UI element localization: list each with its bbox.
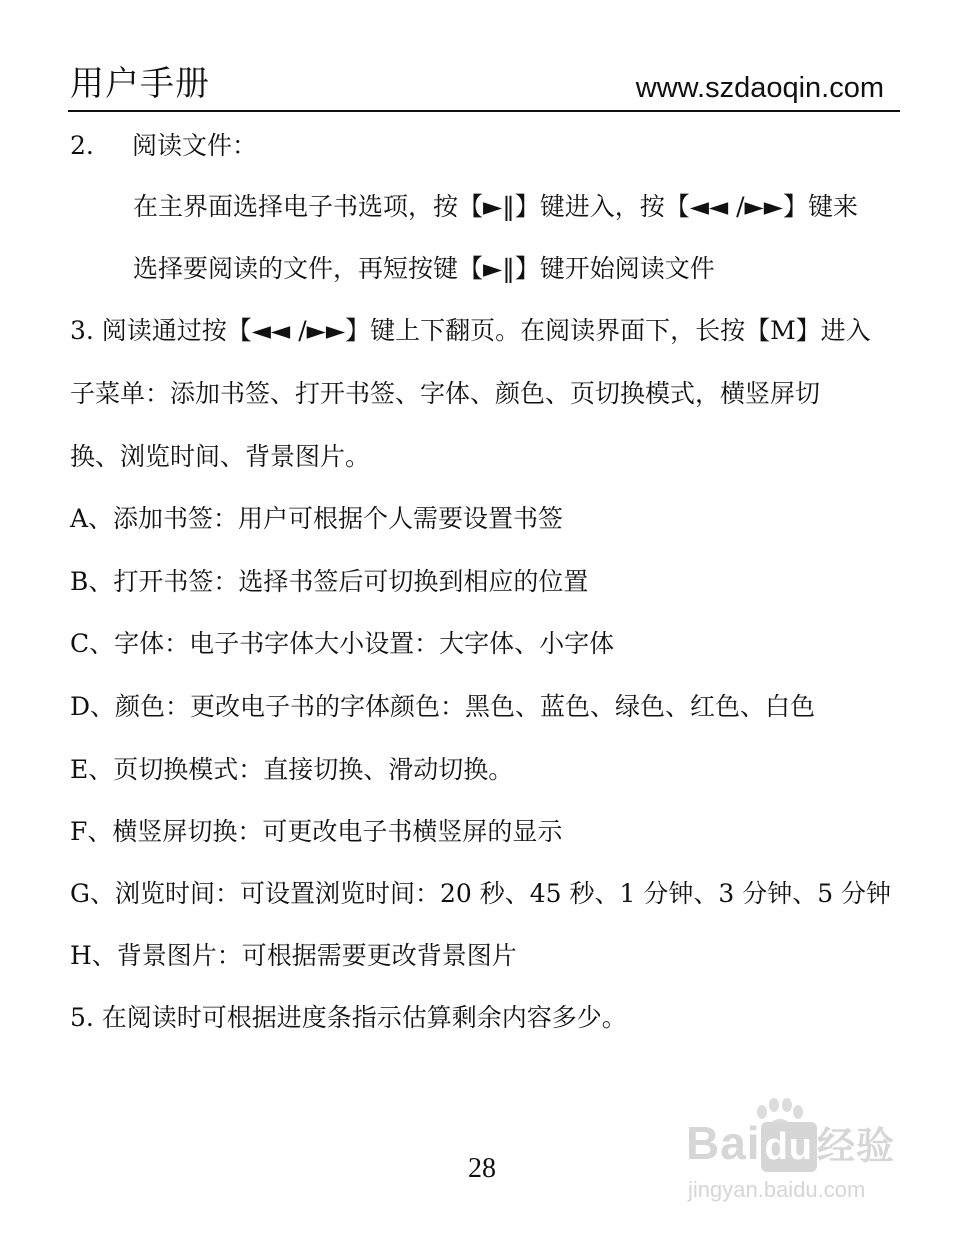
list-item-h: H、背景图片：可根据需要更改背景图片 [70, 941, 517, 970]
section-2-title: 阅读文件： [132, 131, 258, 160]
list-item-g: G、浏览时间：可设置浏览时间：20 秒、45 秒、1 分钟、3 分钟、5 分钟 [70, 879, 892, 908]
watermark-url: jingyan.baidu.com [688, 1177, 866, 1202]
watermark-logo-jingyan: 经验 [817, 1124, 896, 1168]
list-item-b: B、打开书签：选择书签后可切换到相应的位置 [70, 567, 589, 596]
section-3-line-1: 3. 阅读通过按【◄◄ /►►】键上下翻页。在阅读界面下，长按【M】进入 [70, 316, 871, 345]
list-item-e: E、页切换模式：直接切换、滑动切换。 [70, 755, 514, 784]
section-5-line: 5. 在阅读时可根据进度条指示估算剩余内容多少。 [70, 1003, 627, 1032]
list-item-c: C、字体：电子书字体大小设置：大字体、小字体 [70, 629, 615, 658]
website-url[interactable]: www.szdaoqin.com [635, 72, 884, 104]
watermark-logo [686, 1118, 895, 1172]
manual-title: 用户手册 [70, 64, 210, 104]
watermark-logo-bai: Bai [686, 1117, 761, 1169]
list-item-d: D、颜色：更改电子书的字体颜色：黑色、蓝色、绿色、红色、白色 [70, 692, 816, 721]
page-header [70, 62, 898, 112]
section-3-line-3: 换、浏览时间、背景图片。 [70, 442, 371, 471]
watermark-logo-du: du [761, 1122, 817, 1172]
section-2-line-2: 选择要阅读的文件，再短按键【►‖】键开始阅读文件 [133, 254, 715, 283]
list-item-a: A、添加书签：用户可根据个人需要设置书签 [70, 504, 564, 533]
list-item-f: F、横竖屏切换：可更改电子书横竖屏的显示 [70, 817, 563, 846]
section-3-line-2: 子菜单：添加书签、打开书签、字体、颜色、页切换模式，横竖屏切 [70, 379, 821, 408]
section-2-line-1: 在主界面选择电子书选项，按【►‖】键进入，按【◄◄ /►►】键来 [133, 192, 859, 221]
section-2-heading [70, 129, 257, 163]
header-divider [68, 110, 900, 112]
page-number: 28 [468, 1153, 496, 1184]
section-2-number: 2. [70, 131, 94, 160]
baidu-jingyan-watermark [686, 1104, 906, 1214]
